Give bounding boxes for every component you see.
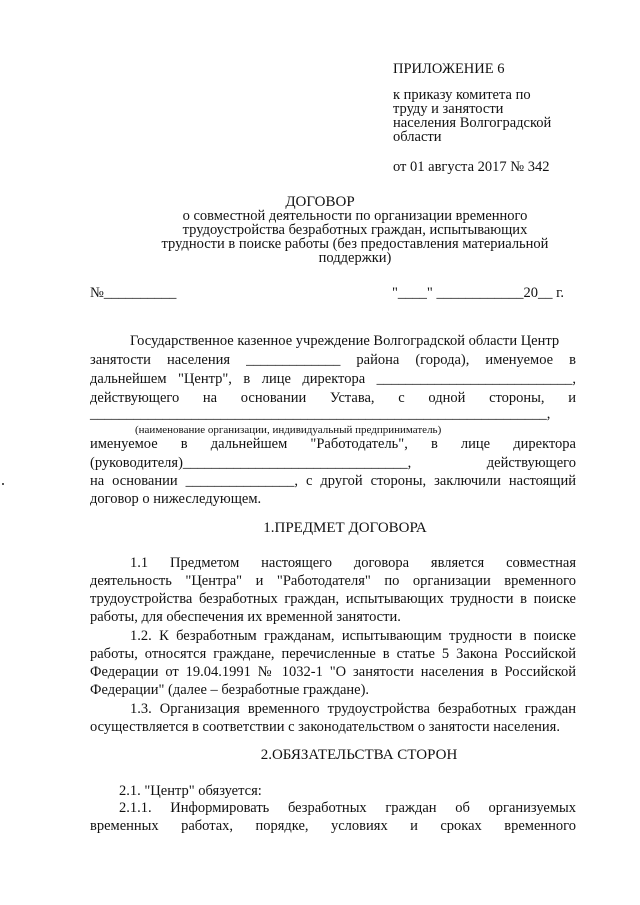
paragraph-line: временных работах, порядке, условиях и сроках временного [90, 818, 576, 834]
appendix-line: населения Волгоградской [393, 115, 552, 131]
paragraph-line: работы, относятся граждане, перечисленные в статье 5 Закона Российской [90, 646, 576, 662]
paragraph-line: осуществляется в соответствии с законодательством о занятости населения. [90, 719, 560, 735]
preamble-line: именуемое в дальнейшем "Работодатель", в лице директора [90, 436, 576, 452]
preamble-line: действующего на основании Устава, с одной стороны, и [90, 390, 576, 406]
document-subtitle-line: о совместной деятельности по организации временного [182, 208, 528, 224]
section-1-heading: 1.ПРЕДМЕТ ДОГОВОРА [263, 520, 427, 536]
paragraph-line: трудоустройства безработных граждан, испытывающих трудности в поиске [90, 591, 576, 607]
paragraph-line: 1.3. Организация временного трудоустройства безработных граждан [130, 701, 576, 717]
paragraph-line: 2.1. "Центр" обязуется: [119, 783, 262, 799]
paragraph-line: 1.2. К безработным гражданам, испытывающим трудности в поиске [130, 628, 576, 644]
document-subtitle-line: поддержки) [318, 250, 392, 266]
appendix-line: к приказу комитета по [393, 87, 531, 103]
preamble-line: (руководителя)_______________________________, действующего [90, 455, 576, 471]
scan-artifact [2, 483, 4, 485]
organization-caption: (наименование организации, индивидуальный предприниматель) [135, 424, 442, 436]
paragraph-line: Федерации от 19.04.1991 № 1032-1 "О занятости населения в Российской [90, 664, 576, 680]
appendix-date: от 01 августа 2017 № 342 [393, 159, 550, 175]
appendix-line: труду и занятости [393, 101, 504, 117]
appendix-line: области [393, 129, 442, 145]
preamble-line: _______________________________________________________________, [90, 406, 551, 422]
preamble-line: занятости населения _____________ района (города), именуемое в [90, 352, 576, 368]
section-2-heading: 2.ОБЯЗАТЕЛЬСТВА СТОРОН [260, 747, 458, 763]
paragraph-line: работы, для обеспечения их временной занятости. [90, 609, 401, 625]
paragraph-line: Федерации" (далее – безработные граждане). [90, 682, 370, 698]
preamble-line: договор о нижеследующем. [90, 491, 262, 507]
preamble-line: на основании _______________, с другой стороны, заключили настоящий [90, 473, 576, 489]
paragraph-line: 1.1 Предметом настоящего договора является совместная [130, 555, 576, 571]
document-subtitle-line: трудоустройства безработных граждан, испытывающих [182, 222, 528, 238]
paragraph-line: 2.1.1. Информировать безработных граждан об организуемых [119, 800, 576, 816]
document-title: ДОГОВОР [285, 194, 355, 210]
document-subtitle-line: трудности в поиске работы (без предоставления материальной [161, 236, 549, 252]
contract-number: №__________ [90, 285, 177, 301]
appendix-title: ПРИЛОЖЕНИЕ 6 [393, 61, 505, 77]
preamble-line: Государственное казенное учреждение Волгоградской области Центр [130, 333, 560, 349]
paragraph-line: деятельность "Центра" и "Работодателя" по организации временного [90, 573, 576, 589]
preamble-line: дальнейшем "Центр", в лице директора ___________________________, [90, 371, 576, 387]
contract-date: "____" ____________20__ г. [392, 285, 565, 301]
